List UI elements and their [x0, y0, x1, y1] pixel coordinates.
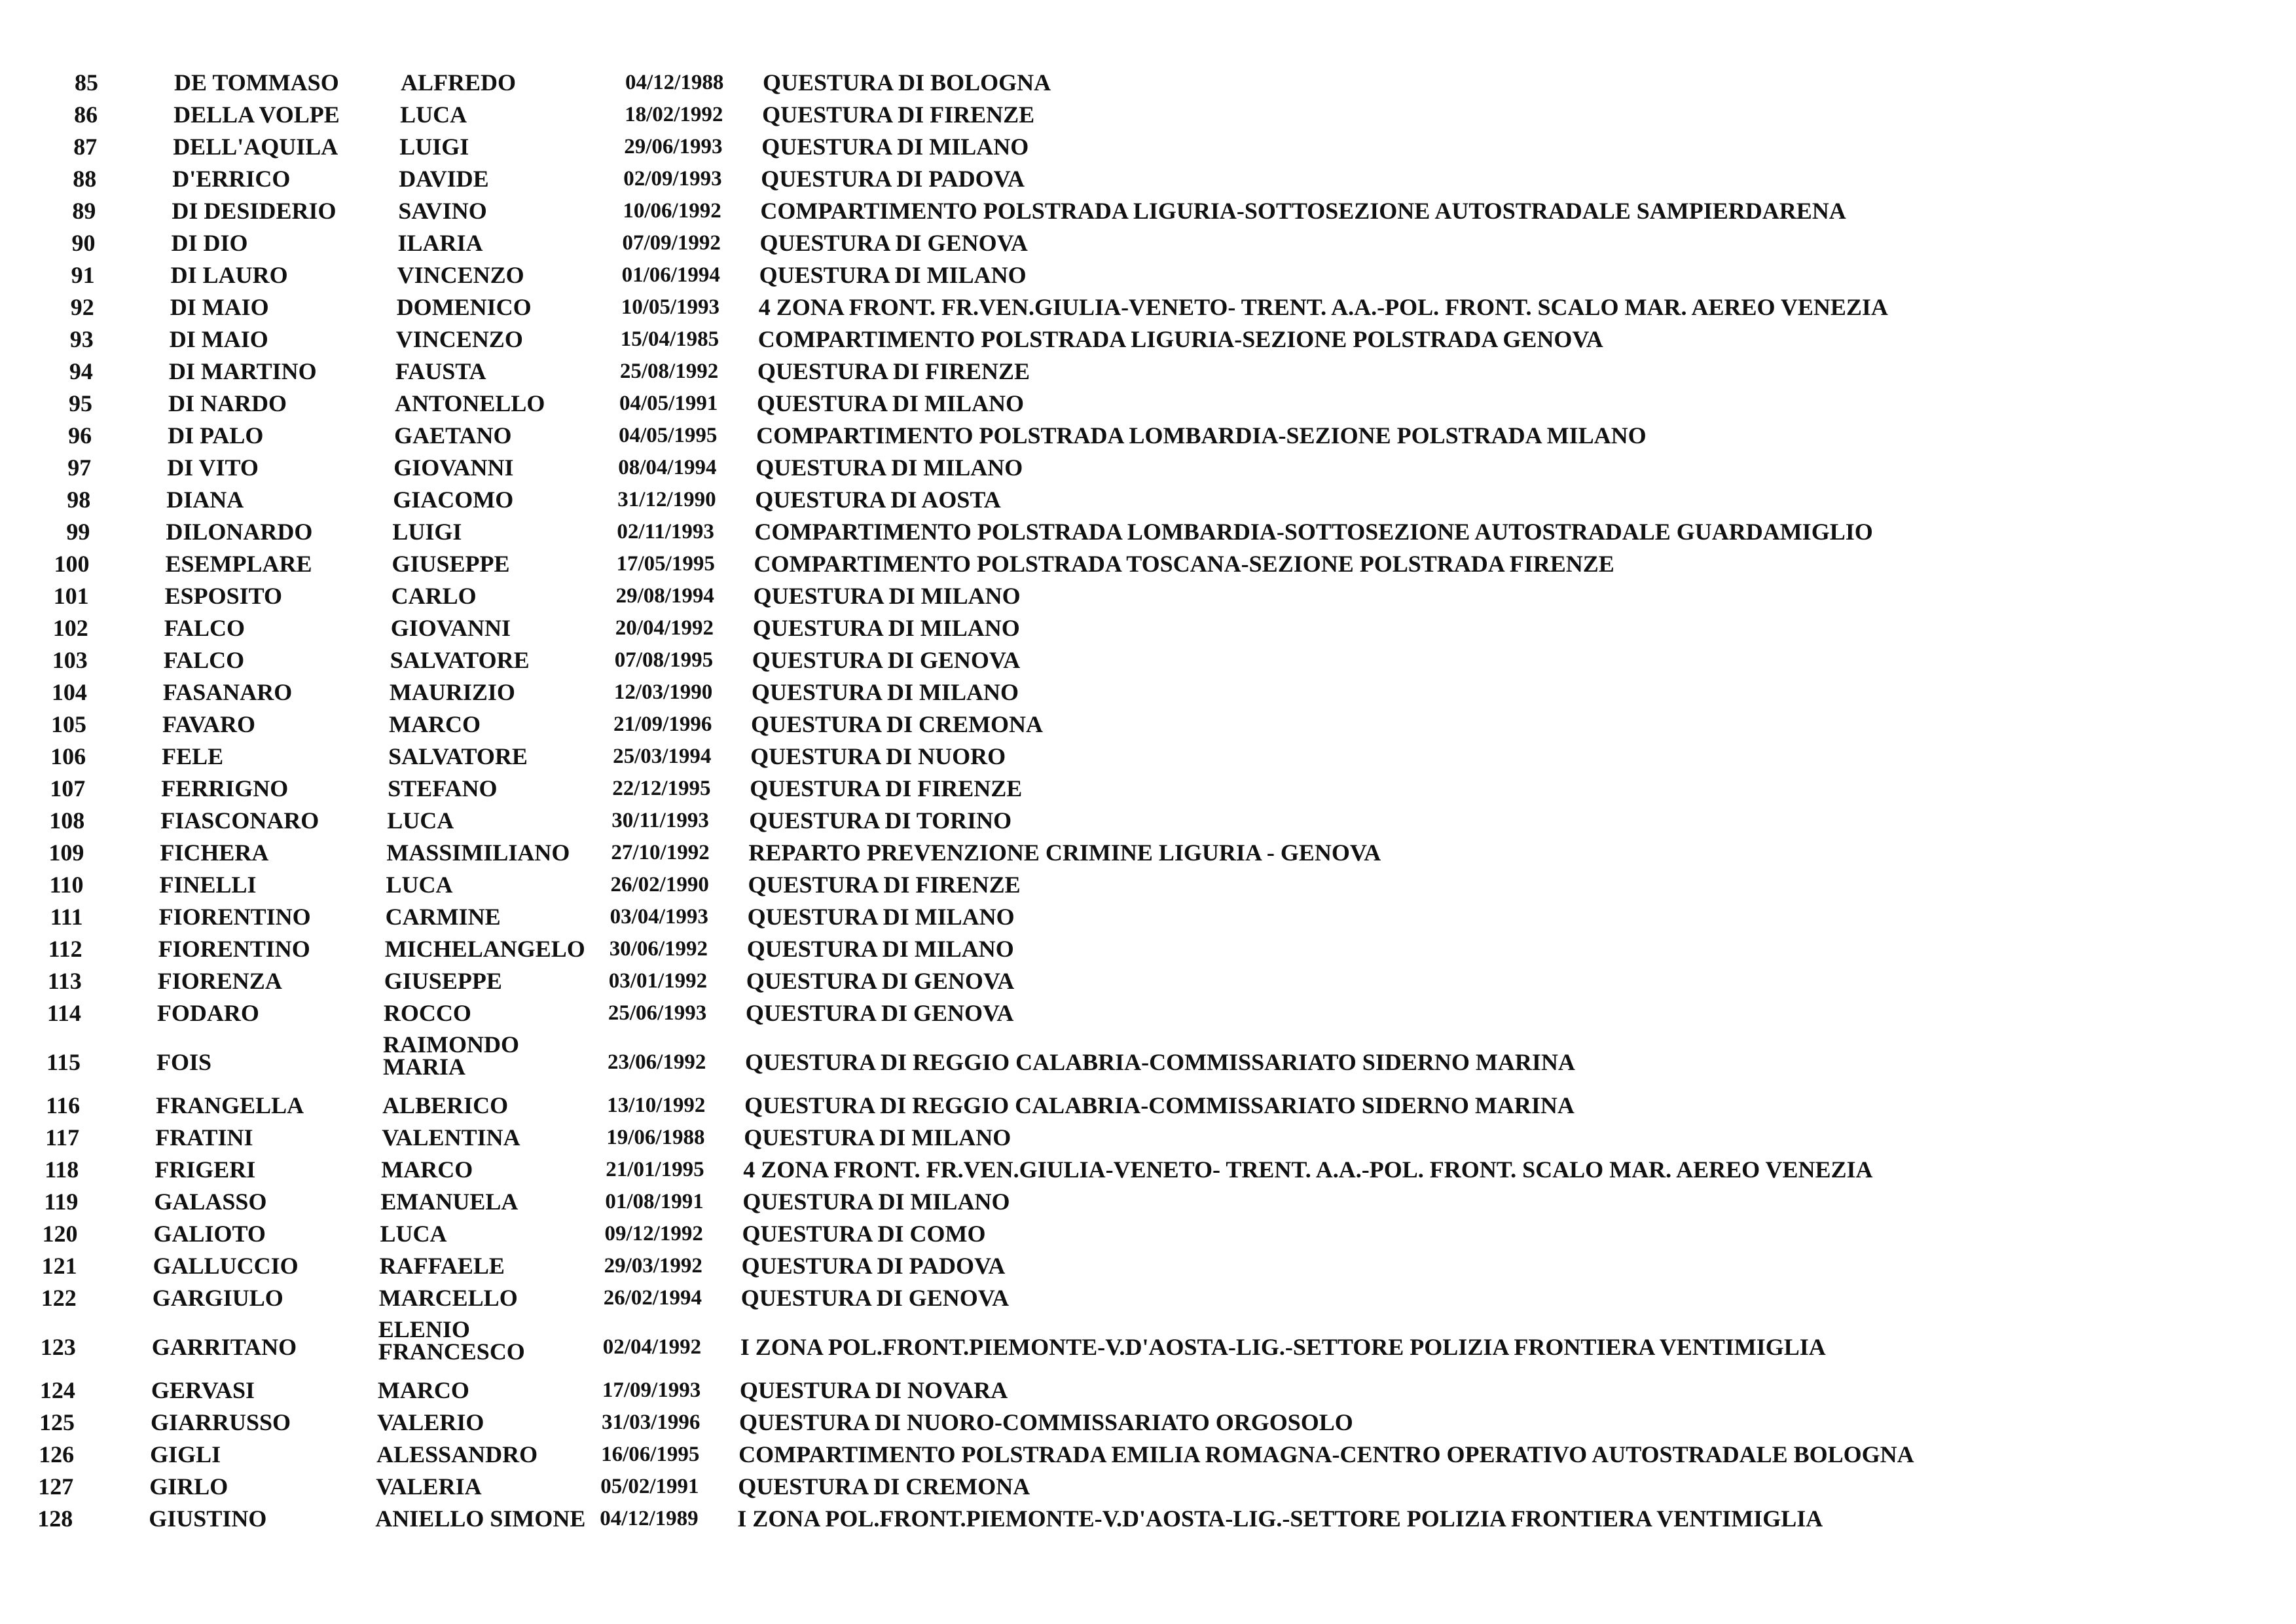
row-number: 126 [39, 1441, 75, 1467]
table-row [0, 71, 2296, 102]
table-row [0, 360, 2296, 391]
office-cell: QUESTURA DI AOSTA [755, 487, 1001, 513]
table-row [0, 873, 2296, 904]
office-cell: QUESTURA DI TORINO [749, 807, 1012, 834]
first-name-cell: GIACOMO [393, 487, 514, 513]
office-cell: QUESTURA DI GENOVA [759, 230, 1028, 256]
table-row [0, 456, 2296, 487]
row-number: 85 [75, 69, 98, 96]
office-cell: QUESTURA DI GENOVA [746, 968, 1015, 994]
row-number: 120 [42, 1221, 78, 1247]
row-number: 86 [74, 101, 98, 128]
first-name-cell: ILARIA [397, 230, 483, 256]
first-name-cell: DAVIDE [399, 166, 489, 192]
table-row [0, 584, 2296, 616]
birth-date-cell: 03/01/1992 [608, 969, 708, 993]
office-cell: QUESTURA DI FIRENZE [762, 101, 1035, 128]
office-cell: QUESTURA DI MILANO [753, 583, 1021, 609]
birth-date-cell: 07/09/1992 [622, 231, 721, 255]
surname-cell: FRANGELLA [156, 1092, 304, 1118]
first-name-cell [383, 1033, 606, 1078]
first-name-cell: RAFFAELE [379, 1253, 505, 1279]
birth-date-cell: 03/04/1993 [610, 905, 708, 929]
birth-date-cell: 27/10/1992 [611, 841, 710, 864]
birth-date-cell: 30/11/1993 [611, 809, 709, 832]
first-name-cell: MICHELANGELO [384, 936, 585, 962]
row-number: 91 [71, 262, 95, 288]
office-cell: COMPARTIMENTO POLSTRADA LIGURIA-SOTTOSEZIONE AUTOSTRADALE SAMPIERDARENA [760, 198, 1846, 224]
office-cell: QUESTURA DI PADOVA [761, 166, 1025, 192]
surname-cell: DE TOMMASO [174, 69, 339, 96]
surname-cell: GIARRUSSO [151, 1409, 291, 1435]
birth-date-cell: 17/09/1993 [602, 1378, 701, 1402]
first-name-cell: GIOVANNI [393, 454, 514, 481]
table-row [0, 520, 2296, 551]
table-row [0, 969, 2296, 1001]
surname-cell: GARGIULO [152, 1285, 283, 1311]
surname-cell: DI PALO [168, 422, 264, 449]
office-cell: COMPARTIMENTO POLSTRADA LIGURIA-SEZIONE POLSTRADA GENOVA [757, 326, 1603, 352]
birth-date-cell: 02/04/1992 [602, 1335, 702, 1359]
table-row [0, 616, 2296, 648]
surname-cell: GALIOTO [153, 1221, 266, 1247]
table-row [0, 809, 2296, 840]
first-name-cell: ANTONELLO [395, 390, 545, 416]
row-number: 106 [50, 743, 86, 769]
surname-cell: DIANA [166, 487, 244, 513]
table-row [0, 1475, 2296, 1506]
surname-cell: FERRIGNO [161, 775, 289, 802]
surname-cell: FIORENZA [157, 968, 282, 994]
birth-date-cell: 20/04/1992 [615, 616, 714, 640]
surname-cell: DI DIO [171, 230, 248, 256]
birth-date-cell: 04/05/1995 [619, 424, 718, 447]
table-row [0, 424, 2296, 455]
row-number: 96 [68, 422, 92, 449]
office-cell: QUESTURA DI MILANO [757, 390, 1025, 416]
office-cell: QUESTURA DI MILANO [742, 1189, 1010, 1215]
row-number: 98 [67, 487, 91, 513]
surname-cell: FALCO [163, 647, 245, 673]
row-number: 110 [49, 872, 84, 898]
office-cell: QUESTURA DI REGGIO CALABRIA-COMMISSARIATO SIDERNO MARINA [744, 1092, 1575, 1118]
surname-cell: FRIGERI [155, 1156, 256, 1183]
table-row [0, 905, 2296, 936]
surname-cell: DI MAIO [169, 326, 268, 352]
row-number: 103 [52, 647, 88, 673]
birth-date-cell: 08/04/1994 [618, 456, 717, 479]
surname-cell: DILONARDO [166, 519, 313, 545]
row-number: 115 [46, 1049, 81, 1075]
table-row [0, 1411, 2296, 1442]
surname-cell: DI VITO [167, 454, 259, 481]
office-cell: COMPARTIMENTO POLSTRADA TOSCANA-SEZIONE POLSTRADA FIRENZE [754, 551, 1614, 577]
birth-date-cell: 15/04/1985 [620, 327, 720, 351]
table-row [0, 648, 2296, 680]
table-row [0, 103, 2296, 134]
office-cell: QUESTURA DI NUORO [750, 743, 1006, 769]
office-cell: QUESTURA DI MILANO [752, 615, 1020, 641]
row-number: 117 [45, 1124, 80, 1151]
row-number: 89 [72, 198, 96, 224]
office-cell: 4 ZONA FRONT. FR.VEN.GIULIA-VENETO- TRENT. A.A.-POL. FRONT. SCALO MAR. AEREO VENEZIA [758, 294, 1888, 320]
row-number: 101 [53, 583, 89, 609]
office-cell: QUESTURA DI FIRENZE [748, 872, 1021, 898]
row-number: 107 [50, 775, 86, 802]
first-name-cell: ALBERICO [382, 1092, 509, 1118]
birth-date-cell: 29/03/1992 [604, 1254, 702, 1278]
office-cell: QUESTURA DI FIRENZE [750, 775, 1023, 802]
surname-cell: FALCO [164, 615, 246, 641]
surname-cell: DI MARTINO [168, 358, 317, 384]
surname-cell: DELLA VOLPE [173, 101, 340, 128]
table-row [0, 745, 2296, 776]
row-number: 111 [50, 904, 83, 930]
office-cell: QUESTURA DI MILANO [759, 262, 1027, 288]
office-cell: QUESTURA DI MILANO [746, 936, 1014, 962]
table-row [0, 327, 2296, 359]
first-name-line: ELENIO [378, 1316, 470, 1342]
table-row [0, 1001, 2296, 1033]
table-row [0, 1031, 2296, 1095]
row-number: 104 [51, 679, 87, 705]
first-name-cell: MARCELLO [378, 1285, 518, 1311]
surname-cell: FELE [162, 743, 224, 769]
birth-date-cell: 02/09/1993 [623, 167, 722, 191]
row-number: 109 [48, 840, 84, 866]
first-name-cell: ROCCO [383, 1000, 471, 1026]
first-name-line: RAIMONDO [383, 1031, 519, 1058]
birth-date-cell: 21/09/1996 [613, 712, 712, 736]
row-number: 105 [51, 711, 86, 737]
office-cell: COMPARTIMENTO POLSTRADA LOMBARDIA-SEZIONE POLSTRADA MILANO [756, 422, 1647, 449]
office-cell: QUESTURA DI NUORO-COMMISSARIATO ORGOSOLO [739, 1409, 1353, 1435]
office-cell: I ZONA POL.FRONT.PIEMONTE-V.D'AOSTA-LIG.-SETTORE POLIZIA FRONTIERA VENTIMIGLIA [740, 1334, 1826, 1360]
table-row [0, 841, 2296, 872]
first-name-cell: LUCA [400, 101, 467, 128]
birth-date-cell: 17/05/1995 [616, 552, 715, 576]
first-name-cell: GIOVANNI [390, 615, 511, 641]
office-cell: QUESTURA DI COMO [742, 1221, 986, 1247]
row-number: 88 [73, 166, 97, 192]
row-number: 92 [70, 294, 94, 320]
row-number: 125 [39, 1409, 75, 1435]
row-number: 119 [44, 1189, 79, 1215]
first-name-cell: MAURIZIO [389, 679, 515, 705]
birth-date-cell: 31/03/1996 [602, 1411, 701, 1434]
office-cell: COMPARTIMENTO POLSTRADA LOMBARDIA-SOTTOSEZIONE AUTOSTRADALE GUARDAMIGLIO [754, 519, 1873, 545]
first-name-cell: VALENTINA [382, 1124, 520, 1151]
birth-date-cell: 26/02/1990 [610, 873, 709, 896]
table-row [0, 712, 2296, 744]
row-number: 124 [39, 1377, 75, 1403]
table-row [0, 777, 2296, 808]
birth-date-cell: 05/02/1991 [600, 1475, 699, 1498]
birth-date-cell: 30/06/1992 [609, 937, 708, 961]
surname-cell: ESEMPLARE [165, 551, 312, 577]
first-name-cell: SALVATORE [388, 743, 528, 769]
office-cell: QUESTURA DI CREMONA [751, 711, 1044, 737]
first-name-cell: VALERIA [376, 1473, 482, 1500]
birth-date-cell: 18/02/1992 [625, 103, 723, 126]
table-row [0, 1254, 2296, 1285]
table-row [0, 263, 2296, 295]
surname-cell: GIGLI [150, 1441, 221, 1467]
first-name-cell: LUCA [386, 872, 453, 898]
row-number: 90 [71, 230, 96, 256]
row-number: 123 [40, 1334, 76, 1360]
first-name-cell: MARCO [381, 1156, 473, 1183]
surname-cell: DI MAIO [170, 294, 269, 320]
birth-date-cell: 21/01/1995 [606, 1158, 704, 1181]
birth-date-cell: 25/06/1993 [608, 1001, 707, 1025]
birth-date-cell: 01/08/1991 [605, 1190, 704, 1213]
table-row [0, 135, 2296, 166]
first-name-cell [378, 1318, 601, 1363]
first-name-cell: GAETANO [394, 422, 512, 449]
birth-date-cell: 13/10/1992 [607, 1094, 706, 1117]
first-name-cell: STEFANO [388, 775, 498, 802]
surname-cell: FRATINI [155, 1124, 253, 1151]
first-name-cell: LUIGI [392, 519, 462, 545]
row-number: 116 [46, 1092, 81, 1118]
surname-cell: FODARO [156, 1000, 259, 1026]
table-row [0, 1222, 2296, 1253]
office-cell: QUESTURA DI MILANO [761, 134, 1029, 160]
table-row [0, 231, 2296, 263]
first-name-cell: EMANUELA [380, 1189, 519, 1215]
surname-cell: FICHERA [160, 840, 269, 866]
table-row [0, 552, 2296, 583]
first-name-cell: GIUSEPPE [384, 968, 502, 994]
row-number: 118 [45, 1156, 79, 1183]
birth-date-cell: 12/03/1990 [613, 680, 713, 704]
table-row [0, 937, 2296, 969]
surname-cell: FIORENTINO [158, 936, 310, 962]
office-cell: QUESTURA DI MILANO [756, 454, 1023, 481]
office-cell: QUESTURA DI MILANO [744, 1124, 1011, 1151]
birth-date-cell: 04/05/1991 [619, 392, 718, 415]
surname-cell: FAVARO [162, 711, 256, 737]
table-row [0, 1507, 2296, 1538]
row-number: 127 [38, 1473, 74, 1500]
surname-cell: DI LAURO [170, 262, 288, 288]
birth-date-cell: 10/05/1993 [621, 295, 720, 319]
surname-cell: GIUSTINO [149, 1505, 267, 1532]
row-number: 114 [46, 1000, 81, 1026]
first-name-cell: MARCO [389, 711, 481, 737]
birth-date-cell: 04/12/1988 [625, 71, 724, 94]
row-number: 100 [54, 551, 90, 577]
office-cell: 4 ZONA FRONT. FR.VEN.GIULIA-VENETO- TRENT. A.A.-POL. FRONT. SCALO MAR. AEREO VENEZIA [743, 1156, 1873, 1183]
surname-cell: D'ERRICO [172, 166, 291, 192]
surname-cell: DI NARDO [168, 390, 287, 416]
row-number: 112 [48, 936, 82, 962]
office-cell: QUESTURA DI MILANO [747, 904, 1015, 930]
surname-cell: GERVASI [151, 1377, 255, 1403]
row-number: 87 [73, 134, 98, 160]
first-name-cell: VINCENZO [395, 326, 523, 352]
birth-date-cell: 29/08/1994 [615, 584, 714, 608]
birth-date-cell: 09/12/1992 [604, 1222, 703, 1246]
surname-cell: DI DESIDERIO [172, 198, 337, 224]
table-row [0, 295, 2296, 327]
first-name-cell: DOMENICO [396, 294, 532, 320]
birth-date-cell: 04/12/1989 [600, 1507, 699, 1530]
table-row [0, 1094, 2296, 1125]
table-row [0, 680, 2296, 712]
surname-cell: FASANARO [162, 679, 293, 705]
table-row [0, 167, 2296, 198]
first-name-cell: SAVINO [398, 198, 487, 224]
office-cell: I ZONA POL.FRONT.PIEMONTE-V.D'AOSTA-LIG.-SETTORE POLIZIA FRONTIERA VENTIMIGLIA [737, 1505, 1823, 1532]
office-cell: QUESTURA DI FIRENZE [757, 358, 1030, 384]
surname-cell: GIRLO [149, 1473, 228, 1500]
office-cell: QUESTURA DI MILANO [751, 679, 1019, 705]
birth-date-cell: 25/03/1994 [613, 745, 712, 768]
surname-cell: ESPOSITO [164, 583, 283, 609]
table-row [0, 1443, 2296, 1474]
office-cell: COMPARTIMENTO POLSTRADA EMILIA ROMAGNA-CENTRO OPERATIVO AUTOSTRADALE BOLOGNA [738, 1441, 1914, 1467]
first-name-cell: CARMINE [385, 904, 501, 930]
office-cell: REPARTO PREVENZIONE CRIMINE LIGURIA - GENOVA [748, 840, 1381, 866]
row-number: 113 [47, 968, 82, 994]
table-row [0, 1190, 2296, 1221]
birth-date-cell: 16/06/1995 [601, 1443, 700, 1466]
first-name-cell: LUIGI [399, 134, 469, 160]
birth-date-cell: 31/12/1990 [617, 488, 716, 511]
office-cell: QUESTURA DI GENOVA [740, 1285, 1010, 1311]
first-name-cell: ALESSANDRO [376, 1441, 538, 1467]
surname-cell: GALLUCCIO [153, 1253, 299, 1279]
surname-cell: FIASCONARO [160, 807, 319, 834]
row-number: 94 [69, 358, 93, 384]
office-cell: QUESTURA DI REGGIO CALABRIA-COMMISSARIATO SIDERNO MARINA [745, 1049, 1575, 1075]
row-number: 97 [67, 454, 92, 481]
office-cell: QUESTURA DI PADOVA [741, 1253, 1006, 1279]
row-number: 122 [41, 1285, 77, 1311]
row-number: 102 [52, 615, 88, 641]
first-name-cell: VALERIO [377, 1409, 484, 1435]
table-row [0, 1126, 2296, 1157]
birth-date-cell: 01/06/1994 [621, 263, 720, 287]
first-name-cell: VINCENZO [397, 262, 524, 288]
surname-cell: FINELLI [159, 872, 257, 898]
first-name-line: MARIA [383, 1054, 465, 1080]
surname-cell: FIORENTINO [158, 904, 311, 930]
first-name-cell: FAUSTA [395, 358, 486, 384]
surname-cell: GARRITANO [151, 1334, 297, 1360]
office-cell: QUESTURA DI NOVARA [739, 1377, 1008, 1403]
office-cell: QUESTURA DI BOLOGNA [763, 69, 1051, 96]
table-row [0, 1316, 2296, 1380]
row-number: 121 [41, 1253, 77, 1279]
birth-date-cell: 02/11/1993 [617, 520, 714, 544]
birth-date-cell: 26/02/1994 [603, 1286, 702, 1310]
birth-date-cell: 29/06/1993 [624, 135, 723, 158]
birth-date-cell: 25/08/1992 [619, 360, 719, 383]
table-row [0, 392, 2296, 423]
first-name-cell: MARCO [377, 1377, 469, 1403]
table-row [0, 488, 2296, 519]
birth-date-cell: 23/06/1992 [608, 1050, 706, 1074]
first-name-cell: LUCA [380, 1221, 447, 1247]
first-name-cell: LUCA [387, 807, 454, 834]
birth-date-cell: 07/08/1995 [614, 648, 714, 672]
first-name-cell: MASSIMILIANO [386, 840, 570, 866]
first-name-cell: ALFREDO [401, 69, 517, 96]
first-name-cell: SALVATORE [390, 647, 530, 673]
table-row [0, 199, 2296, 231]
row-number: 108 [49, 807, 85, 834]
first-name-line: FRANCESCO [378, 1338, 525, 1365]
office-cell: QUESTURA DI GENOVA [752, 647, 1021, 673]
row-number: 95 [69, 390, 92, 416]
birth-date-cell: 19/06/1988 [606, 1126, 705, 1149]
office-cell: QUESTURA DI CREMONA [738, 1473, 1030, 1500]
surname-cell: GALASSO [154, 1189, 267, 1215]
surname-cell: FOIS [156, 1049, 212, 1075]
row-number: 128 [37, 1505, 73, 1532]
first-name-cell: CARLO [391, 583, 477, 609]
table-row [0, 1286, 2296, 1318]
first-name-cell: ANIELLO SIMONE [375, 1505, 586, 1532]
row-number: 93 [69, 326, 94, 352]
first-name-cell: GIUSEPPE [392, 551, 510, 577]
office-cell: QUESTURA DI GENOVA [745, 1000, 1014, 1026]
birth-date-cell: 22/12/1995 [612, 777, 711, 800]
surname-cell: DELL'AQUILA [173, 134, 338, 160]
table-row [0, 1378, 2296, 1410]
table-row [0, 1158, 2296, 1189]
row-number: 99 [66, 519, 90, 545]
birth-date-cell: 10/06/1992 [623, 199, 721, 223]
